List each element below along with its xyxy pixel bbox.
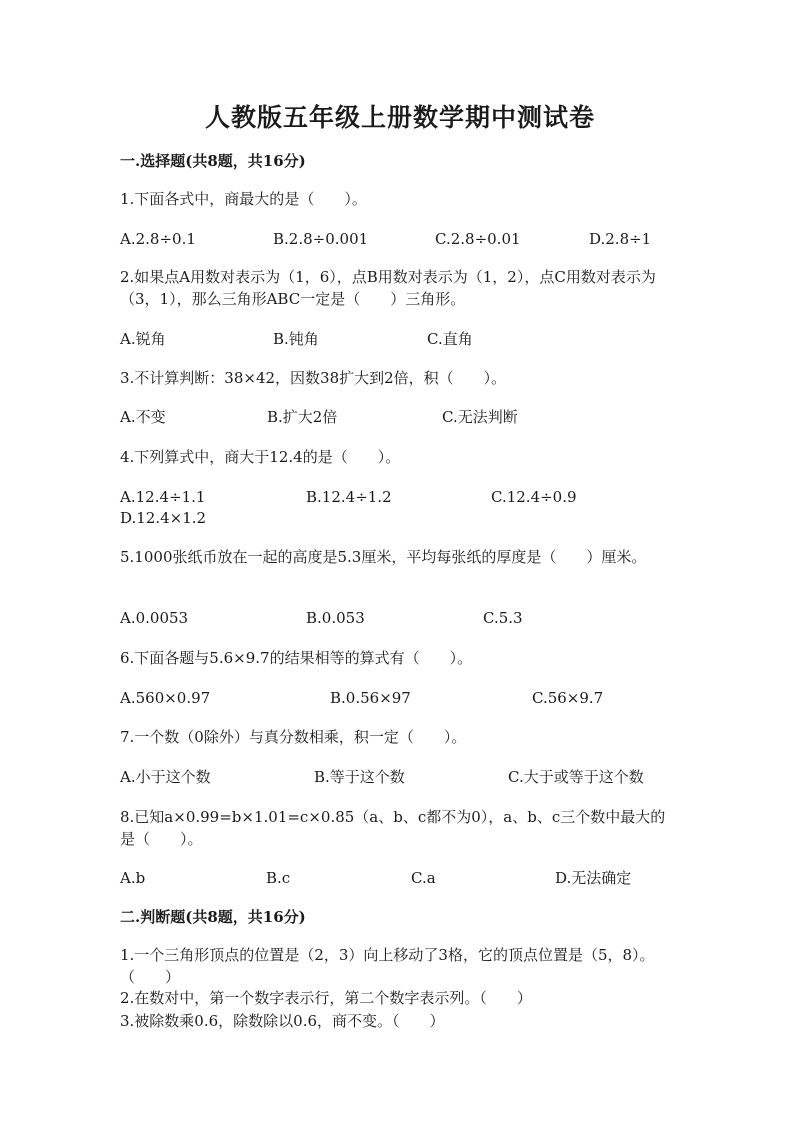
question-stem: 4.下列算式中，商大于12.4的是（ ）。: [120, 448, 401, 466]
option-a: A.小于这个数: [120, 768, 211, 786]
option-b: B.等于这个数: [314, 768, 405, 786]
option-b: B.12.4÷1.2: [306, 488, 392, 506]
option-c: C.a: [411, 869, 436, 887]
question-stem: 1.一个三角形顶点的位置是（2，3）向上移动了3格，它的顶点位置是（5，8）。（ ）: [120, 946, 655, 986]
option-a: A.2.8÷0.1: [120, 230, 196, 248]
option-b: B.0.56×97: [330, 689, 411, 707]
option-c: C.大于或等于这个数: [508, 768, 644, 786]
option-d: D.12.4×1.2: [120, 509, 207, 527]
question-stem: 8.已知a×0.99=b×1.01=c×0.85（a、b、c都不为0），a、b、c三个数中最大的是（ ）。: [120, 808, 666, 848]
option-a: A.不变: [120, 408, 166, 426]
option-c: C.直角: [427, 330, 473, 348]
option-d: D.2.8÷1: [589, 230, 652, 248]
question-stem: 6.下面各题与5.6×9.7的结果相等的算式有（ ）。: [120, 649, 473, 667]
option-a: A.560×0.97: [120, 689, 211, 707]
option-a: A.12.4÷1.1: [120, 488, 206, 506]
option-c: C.12.4÷0.9: [491, 488, 577, 506]
option-d: D.无法确定: [555, 869, 632, 887]
option-c: C.无法判断: [442, 408, 518, 426]
question-stem: 3.不计算判断：38×42，因数38扩大到2倍，积（ ）。: [120, 369, 507, 387]
page-title: 人教版五年级上册数学期中测试卷: [204, 103, 595, 132]
section-heading-judge: 二.判断题(共8题，共16分): [120, 908, 306, 926]
section-heading-choice: 一.选择题(共8题，共16分): [120, 152, 306, 170]
option-c: C.2.8÷0.01: [435, 230, 521, 248]
option-b: B.2.8÷0.001: [273, 230, 369, 248]
option-a: A.锐角: [120, 330, 166, 348]
option-b: B.钝角: [273, 330, 319, 348]
option-b: B.0.053: [306, 609, 365, 627]
question-stem: 7.一个数（0除外）与真分数相乘，积一定（ ）。: [120, 728, 467, 746]
option-a: A.b: [120, 869, 146, 887]
question-stem: 2.如果点A用数对表示为（1，6），点B用数对表示为（1，2），点C用数对表示为（3，1），那么三角形ABC一定是（ ）三角形。: [120, 268, 656, 308]
option-c: C.5.3: [483, 609, 523, 627]
option-c: C.56×9.7: [532, 689, 604, 707]
option-a: A.0.0053: [120, 609, 189, 627]
question-stem: 5.1000张纸币放在一起的高度是5.3厘米，平均每张纸的厚度是（ ）厘米。: [120, 548, 647, 566]
question-stem: 3.被除数乘0.6，除数除以0.6，商不变。（ ）: [120, 1012, 445, 1030]
option-b: B.c: [266, 869, 291, 887]
question-stem: 1.下面各式中，商最大的是（ ）。: [120, 190, 367, 208]
option-b: B.扩大2倍: [267, 408, 338, 426]
question-stem: 2.在数对中，第一个数字表示行，第二个数字表示列。（ ）: [120, 989, 532, 1007]
